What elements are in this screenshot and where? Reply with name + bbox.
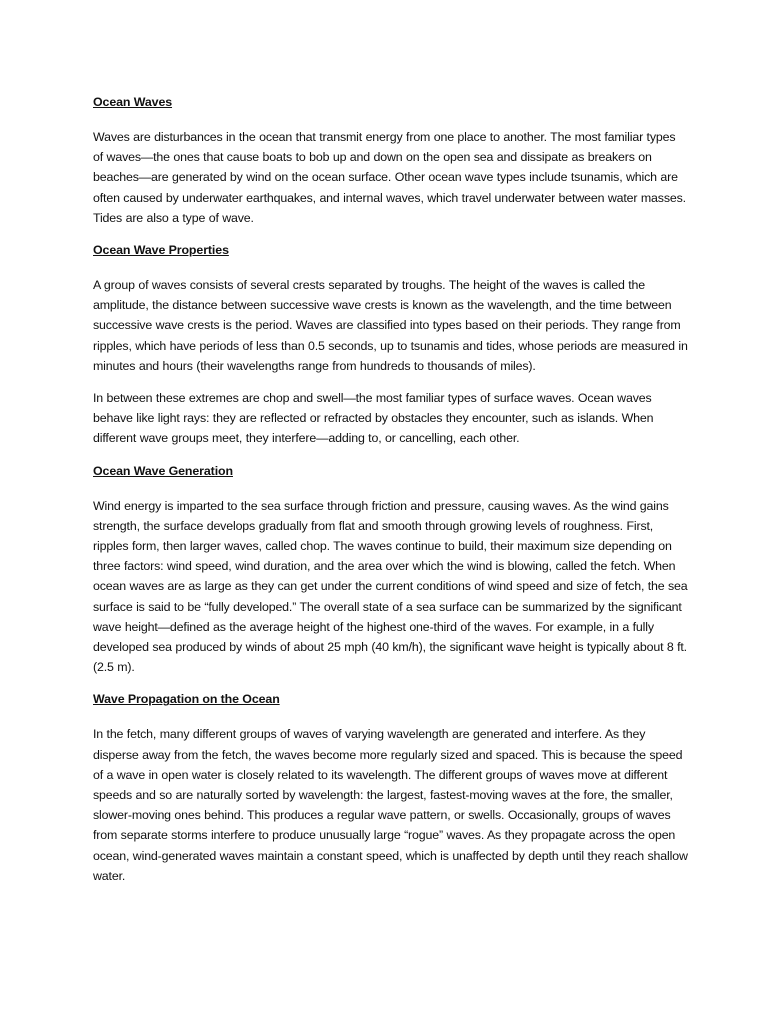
paragraph: Wind energy is imparted to the sea surface through friction and pressure, causing waves. As the wind gains strength, the surface develops gradually from flat and smooth through growing levels of roughness. First, ripples form, then larger waves, called chop. The waves continue to build, their maximum size depending on three factors: wind speed, wind duration, and the area over which the wind is blowing, called the fetch. When ocean waves are as large as they can get under the current conditions of wind speed and size of fetch, the sea surface is said to be “fully developed.” The overall state of a sea surface can be summarized by the significant wave height—defined as the average height of the highest one-third of the waves. For example, in a fully developed sea produced by winds of about 25 mph (40 km/h), the significant wave height is typically about 8 ft. (2.5 m). <box>93 498 688 675</box>
section-heading: Ocean Wave Generation <box>93 463 233 478</box>
section-heading: Wave Propagation on the Ocean <box>93 692 280 707</box>
section-wave-propagation <box>93 690 688 886</box>
paragraph: In between these extremes are chop and swell—the most familiar types of surface waves. Ocean waves behave like light rays: they are reflected or refracted by obstacles they encounter, such as islands. When different wave groups meet, they interfere—adding to, or cancelling, each other. <box>93 391 654 446</box>
paragraph: Waves are disturbances in the ocean that transmit energy from one place to another. The most familiar types of waves—the ones that cause boats to bob up and down on the open sea and dissipate as breakers on beaches—are generated by wind on the ocean surface. Other ocean wave types include tsunamis, which are often caused by underwater earthquakes, and internal waves, which travel underwater between water masses. Tides are also a type of wave. <box>93 130 686 225</box>
paragraph: A group of waves consists of several crests separated by troughs. The height of the waves is called the amplitude, the distance between successive wave crests is known as the wavelength, and the time between successive wave crests is the period. Waves are classified into types based on their periods. They range from ripples, which have periods of less than 0.5 seconds, up to tsunamis and tides, whose periods are measured in minutes and hours (their wavelengths range from hundreds to thousands of miles). <box>93 278 688 373</box>
section-ocean-wave-properties <box>93 241 688 449</box>
section-heading: Ocean Wave Properties <box>93 243 229 258</box>
paragraph: In the fetch, many different groups of waves of varying wavelength are generated and interfere. As they disperse away from the fetch, the waves become more regularly sized and spaced. This is because the speed of a wave in open water is closely related to its wavelength. The different groups of waves move at different speeds and so are naturally sorted by wavelength: the largest, fastest-moving waves at the fore, the smaller, slower-moving ones behind. This produces a regular wave pattern, or swells. Occasionally, groups of waves from separate storms interfere to produce unusually large “rogue” waves. As they propagate across the open ocean, wind-generated waves maintain a constant speed, which is unaffected by depth until they reach shallow water. <box>93 727 688 883</box>
section-ocean-wave-generation <box>93 462 688 678</box>
section-ocean-waves <box>93 93 688 228</box>
section-heading: Ocean Waves <box>93 95 173 109</box>
